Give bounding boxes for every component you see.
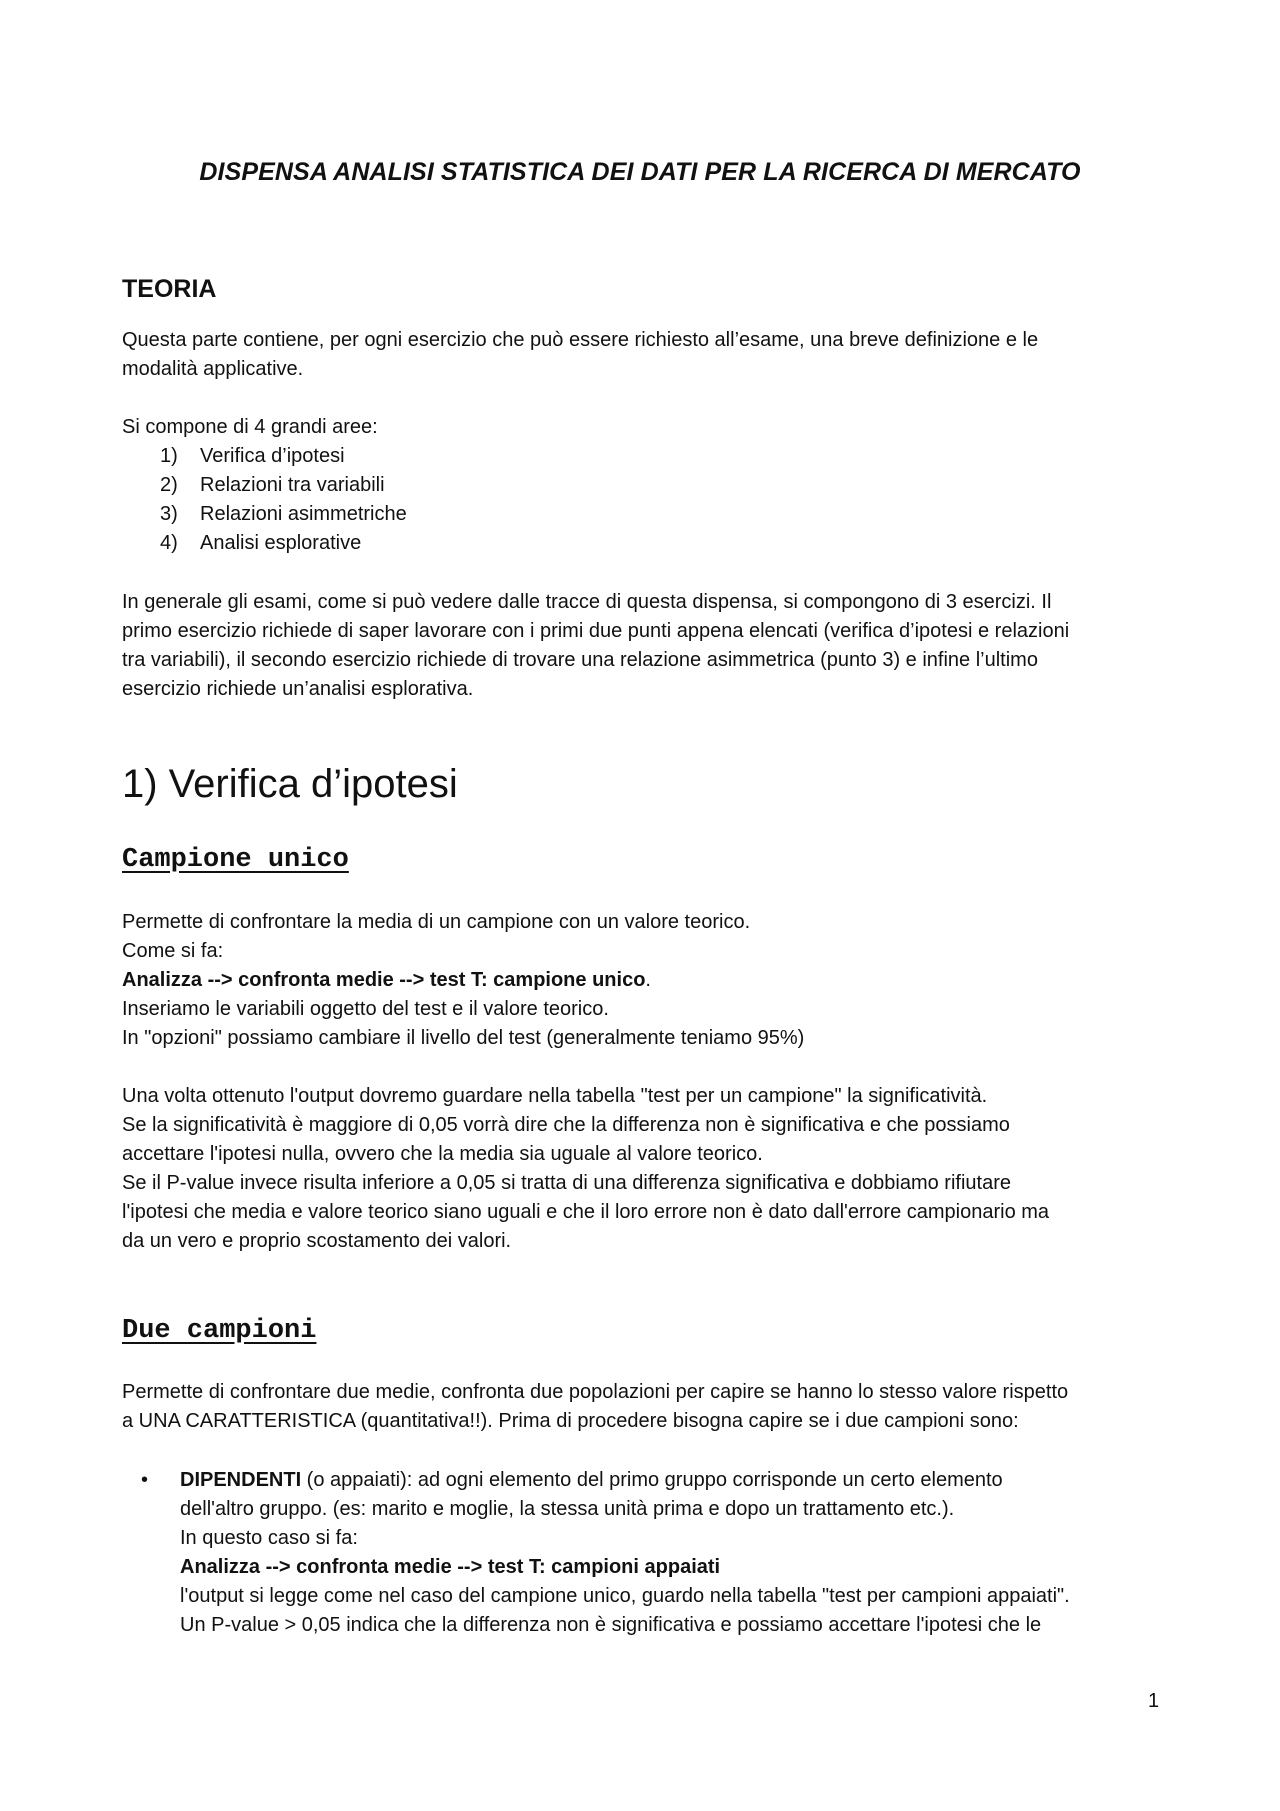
bullet-line [180,1466,1180,1495]
bullet-line: l'output si legge come nel caso del campione unico, guardo nella tabella "test per campioni appaiati". [180,1585,1070,1607]
procedure-path [122,966,1182,995]
list-item-label: Analisi esplorative [200,532,362,554]
areas-intro: Si compone di 4 grandi aree: [122,416,378,438]
bullet-dipendenti [180,1466,1180,1640]
bullet-line: Un P-value > 0,05 indica che la differenza non è significativa e possiamo accettare l'ipotesi che le [180,1614,1042,1636]
paragraph-line: In generale gli esami, come si può vedere dalle tracce di questa dispensa, si compongono di 3 esercizi. Il [122,591,1052,613]
teoria-intro [122,326,1182,384]
paragraph-line: Permette di confrontare la media di un campione con un valore teorico. [122,911,751,933]
teoria-intro-line: Questa parte contiene, per ogni esercizio che può essere richiesto all’esame, una breve definizione e le [122,329,1039,351]
list-item-label: Relazioni asimmetriche [200,503,407,525]
paragraph-line: Permette di confrontare due medie, confronta due popolazioni per capire se hanno lo stesso valore rispetto [122,1381,1069,1403]
paragraph-line: Inseriamo le variabili oggetto del test e il valore teorico. [122,998,609,1020]
general-paragraph [122,588,1182,704]
list-item [160,471,407,500]
page-number: 1 [1148,1690,1160,1712]
paragraph-line: primo esercizio richiede di saper lavorare con i primi due punti appena elencati (verifica d’ipotesi e relazioni [122,620,1070,642]
subheading-due-campioni: Due campioni [122,1316,317,1346]
bullet-icon: • [141,1469,149,1491]
bullet-line-rest: (o appaiati): ad ogni elemento del primo gruppo corrisponde un certo elemento [301,1469,1003,1491]
document-title: DISPENSA ANALISI STATISTICA DEI DATI PER LA RICERCA DI MERCATO [199,158,1081,186]
paragraph-line: Una volta ottenuto l'output dovremo guardare nella tabella "test per un campione" la significatività. [122,1085,988,1107]
bullet-line: In questo caso si fa: [180,1527,358,1549]
areas-list [160,442,407,558]
campione-unico-text [122,908,1182,1053]
bullet-term: DIPENDENTI [180,1469,302,1491]
paragraph-line: a UNA CARATTERISTICA (quantitativa!!). Prima di procedere bisogna capire se i due campioni sono: [122,1410,1019,1432]
procedure-path-bold: Analizza --> confronta medie --> test T: campioni appaiati [180,1556,721,1578]
paragraph-line: Se la significatività è maggiore di 0,05 vorrà dire che la differenza non è significativa e che possiamo [122,1114,1010,1136]
paragraph-line: accettare l'ipotesi nulla, ovvero che la media sia uguale al valore teorico. [122,1143,763,1165]
list-item-number: 1) [160,445,178,467]
procedure-path [180,1553,1180,1582]
paragraph-line: tra variabili), il secondo esercizio richiede di trovare una relazione asimmetrica (punto 3) e infine l’ultimo [122,649,1038,671]
paragraph-line: l'ipotesi che media e valore teorico siano uguali e che il loro errore non è dato dall'errore campionario ma [122,1201,1050,1223]
teoria-heading: TEORIA [122,275,217,303]
subheading-campione-unico: Campione unico [122,845,349,875]
list-item [160,500,407,529]
list-item-label: Relazioni tra variabili [200,474,385,496]
bullet-line: dell'altro gruppo. (es: marito e moglie, la stessa unità prima e dopo un trattamento etc.). [180,1498,955,1520]
paragraph-line: In "opzioni" possiamo cambiare il livello del test (generalmente teniamo 95%) [122,1027,805,1049]
procedure-path-suffix: . [645,969,651,991]
list-item-label: Verifica d’ipotesi [200,445,345,467]
teoria-intro-line: modalità applicative. [122,358,304,380]
list-item-number: 2) [160,474,178,496]
due-campioni-intro [122,1378,1182,1436]
procedure-path-bold: Analizza --> confronta medie --> test T: campione unico [122,969,646,991]
paragraph-line: Se il P-value invece risulta inferiore a 0,05 si tratta di una differenza significativa e dobbiamo rifiutare [122,1172,1011,1194]
list-item [160,529,407,558]
paragraph-line: esercizio richiede un’analisi esplorativa. [122,678,474,700]
list-item [160,442,407,471]
paragraph-line: da un vero e proprio scostamento dei valori. [122,1230,512,1252]
list-item-number: 3) [160,503,178,525]
list-item-number: 4) [160,532,178,554]
section-heading-verifica: 1) Verifica d’ipotesi [122,762,458,806]
campione-unico-output [122,1082,1182,1256]
paragraph-line: Come si fa: [122,940,224,962]
